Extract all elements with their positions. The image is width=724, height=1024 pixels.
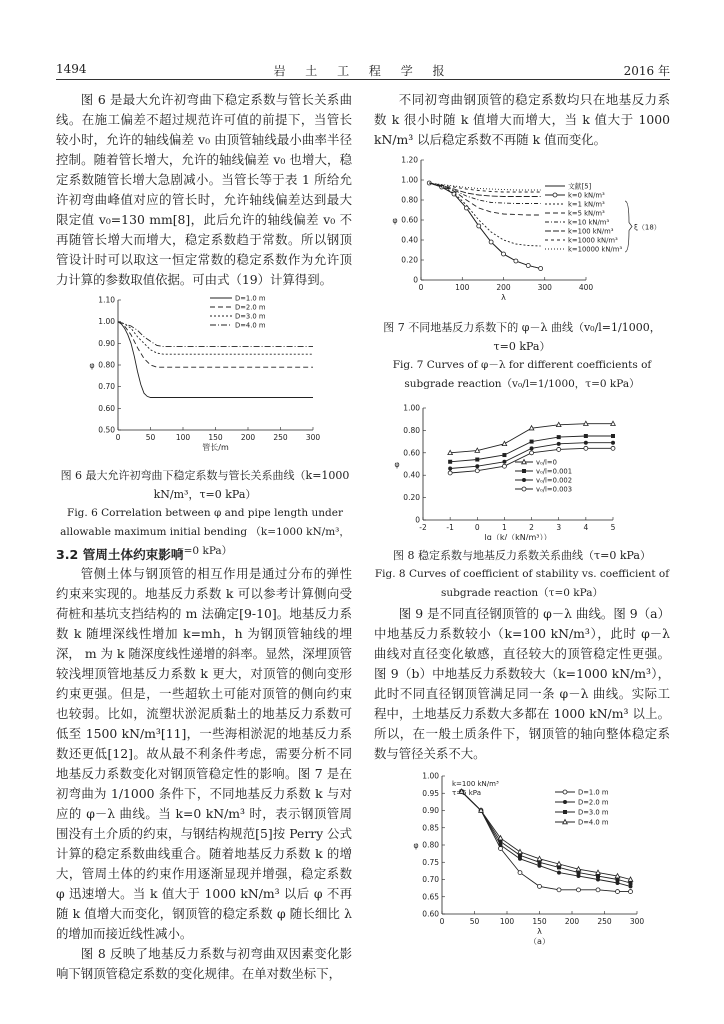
data-point bbox=[475, 464, 479, 468]
paragraph: 管侧土体与钢顶管的相互作用是通过分布的弹性约束来实现的。地基反力系数 k 可以参考计算侧向受荷桩和基坑支挡结构的 m 法确定[9-10]。地基反力系数 k 随埋深线性增加 k=mh，h 为钢顶管轴线的埋深， m 为 k 随深度线性递增的斜率。显然，深埋顶管较浅埋顶管地基反力系数 k 更大，对顶管的侧向变形约束更强。但是，一些超软土可能对顶管的侧向约束也较弱。比如，流塑状淤泥质黏土的地基反力系数可低至 1500 kN/m³[11]，一些海相淤泥的地基反力系数还更低[12]。故从最不利条件考虑，需要分析不同地基反力系数变化对钢顶管稳定性的影响。图 7 是在初弯曲为 1/1000 条件下，不同地基反力系数 k 与对应的 φ－λ 曲线。当 k=0 kN/m³ 时，表示钢顶管周围没有土介质的约束，与钢结构规范[5]按 Perry 公式计算的稳定系数曲线重合。随着地基反力系数 k 的增大，管周土体的约束作用逐渐显现并增强，稳定系数 φ 迅速增大。当 k 值大于 1000 kN/m³ 以后 φ 不再随 k 值增大而变化，钢顶管的稳定系数 φ 随长细比 λ 的增加而接近线性减小。 bbox=[56, 566, 352, 941]
data-point bbox=[530, 440, 534, 444]
data-point bbox=[563, 800, 567, 804]
legend-label: k=1 kN/m³ bbox=[568, 200, 605, 209]
x-axis-label: λ bbox=[537, 927, 542, 936]
figure-6 bbox=[80, 292, 340, 456]
series-line bbox=[118, 322, 313, 368]
y-axis-label: φ bbox=[394, 460, 400, 469]
y-tick-label: 0.40 bbox=[403, 470, 420, 480]
x-tick-label: 0 bbox=[418, 283, 424, 292]
paragraph: 图 6 是最大允许初弯曲下稳定系数与管长关系曲线。在施工偏差不超过规范许可值的前提下，当管长较小时，允许的轴线偏差 v₀ 由顶管轴线最小曲率半径控制。随着管长增大，允许的轴线偏差 v₀ 也增大，稳定系数随管长增大急剧减小。当管长等于表 1 所给允许初弯曲峰值对应的管长时，允许轴线偏差达到最大限定值 v₀=130 mm[8]，此后允许的轴线偏差 v₀ 不再随管长增大而增大，稳定系数趋于常数。所以钢顶管设计时可以取这一恒定常数的稳定系数作为允许顶力计算的参数取值依据。可由式（19）计算得到。 bbox=[56, 92, 352, 287]
x-axis-label: λ bbox=[501, 293, 506, 302]
caption-cn: 图 6 最大允许初弯曲下稳定系数与管长关系曲线（k=1000 kN/m³，τ=0 kPa） bbox=[60, 469, 350, 501]
x-tick-label: 300 bbox=[305, 433, 321, 442]
figure-6-chart bbox=[80, 292, 340, 452]
legend-label: D=4.0 m bbox=[578, 818, 609, 827]
data-point bbox=[522, 469, 526, 473]
y-tick-label: 0.90 bbox=[98, 338, 115, 348]
data-point bbox=[502, 460, 506, 464]
y-tick-label: 1.20 bbox=[401, 155, 418, 165]
y-tick-label: 0 bbox=[415, 515, 420, 525]
x-tick-label: 0 bbox=[115, 433, 121, 442]
x-tick-label: 3 bbox=[556, 523, 562, 532]
x-tick-label: 100 bbox=[175, 433, 191, 442]
figure-8 bbox=[385, 400, 645, 544]
annotation: ξ（18） bbox=[634, 223, 661, 232]
x-tick-label: 100 bbox=[455, 283, 470, 292]
data-point bbox=[502, 464, 506, 468]
legend-label: D=1.0 m bbox=[578, 788, 609, 797]
x-tick-label: 250 bbox=[597, 917, 612, 926]
y-tick-label: 0.40 bbox=[401, 235, 418, 245]
data-point bbox=[526, 264, 530, 268]
y-tick-label: 1.00 bbox=[403, 403, 420, 413]
x-tick-label: 1 bbox=[502, 523, 507, 532]
data-point bbox=[448, 466, 452, 470]
data-point bbox=[557, 435, 561, 439]
data-point bbox=[538, 864, 542, 868]
data-point bbox=[557, 442, 561, 446]
x-tick-label: 200 bbox=[564, 917, 580, 926]
y-tick-label: 1.10 bbox=[98, 295, 115, 305]
legend-label: k=0 kN/m³ bbox=[568, 191, 605, 200]
legend-label: D=3.0 m bbox=[235, 312, 266, 321]
x-tick-label: 5 bbox=[610, 523, 616, 532]
data-point bbox=[464, 206, 468, 210]
legend-label: k=5 kN/m³ bbox=[568, 209, 605, 218]
x-tick-label: 400 bbox=[578, 283, 594, 292]
legend-label: v₀/l=0 bbox=[536, 458, 557, 467]
y-tick-label: 1.00 bbox=[401, 175, 418, 185]
left-bottom-text bbox=[56, 564, 352, 981]
data-point bbox=[518, 857, 522, 861]
figure-8-chart bbox=[385, 400, 645, 540]
x-tick-label: 250 bbox=[273, 433, 288, 442]
series-line bbox=[118, 322, 313, 355]
figure-9a-chart bbox=[400, 770, 670, 945]
y-tick-label: 0.60 bbox=[98, 403, 115, 413]
annotation: τ=5 kPa bbox=[452, 789, 482, 797]
paragraph: 图 9 是不同直径钢顶管的 φ－λ 曲线。图 9（a）中地基反力系数较小（k=100 kN/m³），此时 φ－λ 曲线对直径变化敏感，直径较大的顶管稳定性更强。图 9（b）中地基反力系数较大（k=1000 kN/m³），此时不同直径钢顶管满足同一条 φ－λ 曲线。实际工程中，土地基反力系数大多都在 1000 kN/m³ 以上。所以，在一般土质条件下，钢顶管的轴向整体稳定系数与管径关系不大。 bbox=[374, 606, 670, 761]
data-point bbox=[616, 881, 620, 885]
y-axis-label: φ bbox=[89, 361, 95, 370]
data-point bbox=[514, 259, 518, 263]
legend-label: k=100 kN/m³ bbox=[568, 227, 614, 236]
data-point bbox=[611, 441, 615, 445]
legend-label: D=4.0 m bbox=[235, 321, 266, 330]
journal-title: 岩 土 工 程 学 报 bbox=[273, 64, 453, 78]
right-mid-text bbox=[374, 604, 670, 764]
annotation: k=100 kN/m³ bbox=[452, 780, 499, 788]
y-tick-label: 0.90 bbox=[422, 806, 439, 815]
x-tick-label: 300 bbox=[537, 283, 552, 292]
x-axis-label: 管长/m bbox=[202, 443, 229, 452]
page-number: 1494 bbox=[56, 62, 87, 76]
data-point bbox=[522, 478, 526, 482]
y-tick-label: 0.60 bbox=[401, 215, 418, 225]
data-point bbox=[629, 884, 633, 888]
series-line bbox=[462, 792, 631, 892]
data-point bbox=[518, 849, 523, 853]
figure-7-caption bbox=[374, 318, 670, 394]
y-tick-label: 0.60 bbox=[422, 909, 439, 919]
data-point bbox=[539, 267, 543, 271]
y-tick-label: 0.60 bbox=[403, 448, 420, 458]
year: 2016 年 bbox=[623, 64, 670, 78]
data-point bbox=[530, 446, 534, 450]
left-top-text bbox=[56, 90, 352, 290]
y-tick-label: 0.65 bbox=[422, 892, 439, 902]
legend-brace bbox=[625, 201, 632, 252]
header-rule bbox=[56, 79, 670, 80]
data-point bbox=[553, 193, 557, 197]
paragraph: 图 8 反映了地基反力系数与初弯曲双因素变化影响下钢顶管稳定系数的变化规律。在单对数坐标下， bbox=[56, 946, 352, 981]
y-tick-label: 1.00 bbox=[422, 771, 439, 781]
y-axis-label: φ bbox=[392, 216, 398, 225]
data-point bbox=[577, 888, 581, 892]
legend-label: k=10 kN/m³ bbox=[568, 218, 610, 227]
series-line bbox=[429, 183, 540, 246]
caption-en: Fig. 8 Curves of coefficient of stability vs. coefficient of subgrade reaction（τ=0 kPa） bbox=[374, 568, 670, 599]
y-tick-label: 0.70 bbox=[422, 875, 439, 884]
data-point bbox=[629, 890, 633, 894]
legend-label: 文献[5] bbox=[568, 182, 592, 191]
data-point bbox=[499, 843, 503, 847]
data-point bbox=[448, 471, 452, 475]
y-axis-label: φ bbox=[413, 841, 419, 850]
y-tick-label: 0.70 bbox=[98, 382, 115, 392]
figure-8-caption bbox=[374, 546, 670, 603]
y-tick-label: 0.85 bbox=[422, 823, 439, 833]
x-tick-label: 50 bbox=[469, 917, 480, 926]
x-tick-label: 200 bbox=[496, 283, 511, 292]
legend-label: D=2.0 m bbox=[578, 798, 609, 807]
legend-label: D=1.0 m bbox=[235, 294, 266, 303]
y-tick-label: 0 bbox=[413, 275, 418, 285]
y-tick-label: 0.95 bbox=[422, 788, 439, 798]
data-point bbox=[475, 458, 479, 462]
legend-label: k=1000 kN/m³ bbox=[568, 236, 618, 245]
data-point bbox=[538, 884, 542, 888]
x-axis-label: lg（k/（kN/m³）） bbox=[484, 533, 552, 540]
legend-label: v₀/l=0.001 bbox=[536, 467, 573, 476]
x-tick-label: 100 bbox=[499, 917, 515, 926]
data-point bbox=[596, 878, 600, 882]
right-top-text bbox=[374, 90, 670, 152]
caption-en: Fig. 6 Correlation between φ and pipe length under allowable maximum initial bending （k=1000 kN/m³，τ=0 kPa） bbox=[60, 507, 350, 557]
series-line bbox=[118, 322, 313, 398]
legend-label: v₀/l=0.002 bbox=[536, 476, 573, 485]
data-point bbox=[522, 487, 526, 491]
data-point bbox=[563, 810, 567, 814]
figure-7-chart bbox=[385, 152, 670, 312]
legend-label: k=10000 kN/m³ bbox=[568, 245, 623, 254]
x-tick-label: 150 bbox=[208, 433, 223, 442]
data-point bbox=[616, 890, 620, 894]
data-point bbox=[518, 871, 522, 875]
data-point bbox=[499, 846, 503, 850]
figure-9a bbox=[400, 770, 670, 949]
y-tick-label: 1.00 bbox=[98, 317, 115, 327]
y-tick-label: 0.20 bbox=[403, 493, 420, 503]
data-point bbox=[502, 441, 507, 445]
data-point bbox=[584, 434, 588, 438]
data-point bbox=[611, 446, 615, 450]
x-tick-label: 150 bbox=[532, 917, 547, 926]
y-tick-label: 0.80 bbox=[401, 195, 418, 205]
x-tick-label: 300 bbox=[629, 917, 645, 926]
y-tick-label: 0.80 bbox=[403, 425, 420, 435]
series-line bbox=[429, 183, 540, 192]
data-point bbox=[489, 240, 493, 244]
x-tick-label: -1 bbox=[446, 523, 454, 532]
data-point bbox=[477, 224, 481, 228]
y-tick-label: 0.20 bbox=[401, 255, 418, 265]
series-line bbox=[429, 183, 540, 204]
y-tick-label: 0.80 bbox=[98, 360, 115, 370]
data-point bbox=[530, 451, 534, 455]
caption-cn: 图 7 不同地基反力系数下的 φ－λ 曲线（v₀/l=1/1000，τ=0 kPa） bbox=[383, 321, 661, 353]
x-tick-label: 50 bbox=[145, 433, 156, 442]
data-point bbox=[502, 252, 506, 256]
data-point bbox=[475, 469, 479, 473]
y-tick-label: 0.75 bbox=[422, 857, 439, 867]
caption-en: Fig. 7 Curves of φ－λ for different coefficients of subgrade reaction（v₀/l=1/1000，τ=0 kPa） bbox=[392, 359, 652, 390]
caption-cn: 图 8 稳定系数与地基反力系数关系曲线（τ=0 kPa） bbox=[393, 549, 651, 562]
data-point bbox=[596, 888, 600, 892]
running-header bbox=[56, 62, 670, 78]
data-point bbox=[577, 874, 581, 878]
paragraph: 不同初弯曲钢顶管的稳定系数均只在地基反力系数 k 很小时随 k 值增大而增大，当 k 值大于 1000 kN/m³ 以后稳定系数不再随 k 值而变化。 bbox=[374, 92, 670, 147]
data-point bbox=[584, 441, 588, 445]
x-tick-label: -2 bbox=[419, 523, 427, 532]
y-tick-label: 0.80 bbox=[422, 840, 439, 850]
data-point bbox=[502, 453, 506, 457]
x-tick-label: 200 bbox=[240, 433, 256, 442]
data-point bbox=[557, 447, 561, 451]
y-tick-label: 0.50 bbox=[98, 425, 115, 435]
data-point bbox=[563, 790, 567, 794]
section-heading: 3.2 管周土体约束影响 bbox=[56, 547, 184, 562]
chart-subtitle: （a） bbox=[529, 937, 550, 945]
legend-label: D=3.0 m bbox=[578, 808, 609, 817]
x-tick-label: 4 bbox=[583, 523, 589, 532]
data-point bbox=[557, 871, 561, 875]
x-tick-label: 0 bbox=[439, 917, 445, 926]
x-tick-label: 2 bbox=[529, 523, 534, 532]
data-point bbox=[584, 446, 588, 450]
data-point bbox=[557, 888, 561, 892]
legend-label: D=2.0 m bbox=[235, 303, 266, 312]
data-point bbox=[448, 460, 452, 464]
x-tick-label: 0 bbox=[474, 523, 480, 532]
legend-label: v₀/l=0.003 bbox=[536, 485, 573, 494]
series-line bbox=[429, 183, 540, 215]
figure-7 bbox=[385, 152, 670, 316]
data-point bbox=[611, 434, 615, 438]
